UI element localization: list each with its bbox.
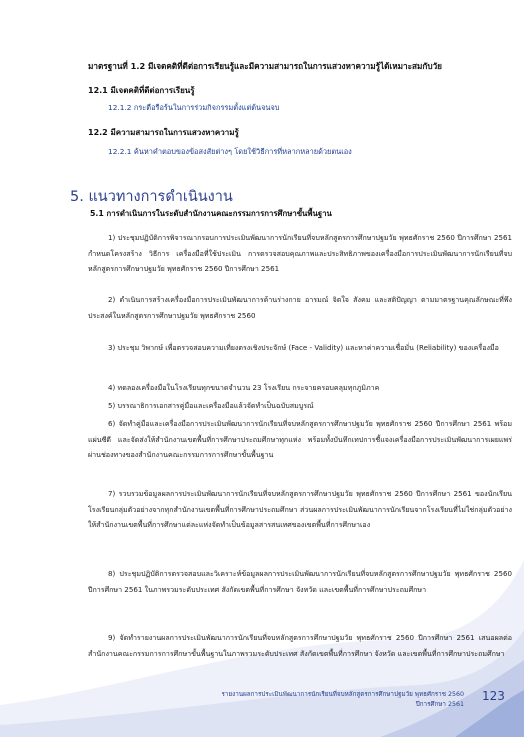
footer-line-1: รายงานผลการประเมินพัฒนาการนักเรียนที่จบหลักสูตรการศึกษาปฐมวัย พุทธศักราช 2560 (221, 691, 464, 698)
paragraph-6: 6) จัดทำคู่มือและเครื่องมือการประเมินพัฒนาการนักเรียนที่จบหลักสูตรการศึกษาปฐมวัย พุทธศักราช 2560 ปีการศึกษา 2561 พร้อมแผ่นซีดี และจัดส่งให้สำนักงานเขตพื้นที่การศึกษาประถมศึกษาทุกแห่ง พร้อมทั้งบันทึกเทปการชี้แจงเครื่องมือการประเมินพัฒนาการเผยแพร่ผ่านช่องทางของสำนักงานคณะกรรมการการศึกษาขั้นพื้นฐาน (88, 419, 512, 460)
indicator-item-12-1-2: 12.1.2 กระตือรือร้นในการร่วมกิจกรรมตั้งแต่ต้นจนจบ (108, 103, 280, 112)
paragraph-5: 5) บรรณาธิการเอกสารคู่มือและเครื่องมือแล้วจัดทำเป็นฉบับสมบูรณ์ (108, 401, 314, 410)
subsection-heading: 5.1 การดำเนินการในระดับสำนักงานคณะกรรมการการศึกษาขั้นพื้นฐาน (90, 209, 332, 218)
paragraph-3: 3) ประชุม วิพากษ์ เพื่อตรวจสอบความเที่ยงตรงเชิงประจักษ์ (Face - Validity) และหาค่าความเชื่อมั่น (Reliability) ของเครื่องมือ (108, 343, 499, 352)
paragraph-1: 1) ประชุมปฏิบัติการพิจารณากรอบการประเมินพัฒนาการนักเรียนที่จบหลักสูตรการศึกษาปฐมวัย พุทธศักราช 2560 ปีการศึกษา 2561 กำหนดโครงสร้าง วิธีการ เครื่องมือที่ใช้ประเมิน การตรวจสอบคุณภาพและประสิทธิภาพของเครื่องมือการประเมินพัฒนาการนักเรียนที่จบหลักสูตรการศึกษาปฐมวัย พุทธศักราช 2560 ปีการศึกษา 2561 (88, 233, 512, 274)
standard-title: มาตรฐานที่ 1.2 มีเจตคติที่ดีต่อการเรียนรู้และมีความสามารถในการแสวงหาความรู้ได้เหมาะสมกับวัย (88, 61, 442, 71)
paragraph-4: 4) ทดลองเครื่องมือในโรงเรียนทุกขนาดจำนวน 23 โรงเรียน กระจายครอบคลุมทุกภูมิภาค (108, 383, 380, 392)
paragraph-8: 8) ประชุมปฏิบัติการตรวจสอบและวิเคราะห์ข้อมูลผลการประเมินพัฒนาการนักเรียนที่จบหลักสูตรการศึกษาปฐมวัย พุทธศักราช 2560 ปีการศึกษา 2561 ในภาพรวมระดับประเทศ สังกัดเขตพื้นที่การศึกษา จังหวัด และเขตพื้นที่การศึกษาประถมศึกษา (88, 569, 512, 594)
indicator-heading-12-1: 12.1 มีเจตคติที่ดีต่อการเรียนรู้ (88, 86, 195, 95)
page-number: 123 (482, 689, 505, 703)
indicator-heading-12-2: 12.2 มีความสามารถในการแสวงหาความรู้ (88, 128, 239, 137)
footer-line-2: ปีการศึกษา 2561 (415, 701, 464, 708)
paragraph-7: 7) รวบรวมข้อมูลผลการประเมินพัฒนาการนักเรียนที่จบหลักสูตรการศึกษาปฐมวัย พุทธศักราช 2560 ปีการศึกษา 2561 ของนักเรียนโรงเรียนกลุ่มตัวอย่างจากทุกสำนักงานเขตพื้นที่การศึกษาประถมศึกษา ส่วนผลการประเมินพัฒนาการนักเรียนจากโรงเรียนที่ไม่ใช่กลุ่มตัวอย่างให้สำนักงานเขตพื้นที่การศึกษาแต่ละแห่งจัดทำเป็นข้อมูลสารสนเทศของเขตพื้นที่การศึกษาเอง (88, 489, 512, 530)
indicator-item-12-2-1: 12.2.1 ค้นหาคำตอบของข้อสงสัยต่างๆ โดยใช้วิธีการที่หลากหลายด้วยตนเอง (108, 147, 352, 156)
paragraph-9: 9) จัดทำรายงานผลการประเมินพัฒนาการนักเรียนที่จบหลักสูตรการศึกษาปฐมวัย พุทธศักราช 2560 ปีการศึกษา 2561 เสนอผลต่อสำนักงานคณะกรรมการการศึกษาขั้นพื้นฐานในภาพรวมระดับประเทศ สังกัดเขตพื้นที่การศึกษา จังหวัด และเขตพื้นที่การศึกษาประถมศึกษา (88, 633, 512, 658)
footer-caption (144, 690, 464, 710)
paragraph-2: 2) ดำเนินการสร้างเครื่องมือการประเมินพัฒนาการด้านร่างกาย อารมณ์ จิตใจ สังคม และสติปัญญา ตามมาตรฐานคุณลักษณะที่พึงประสงค์ในหลักสูตรการศึกษาปฐมวัย พุทธศักราช 2560 (88, 295, 512, 320)
section-heading: 5. แนวทางการดำเนินงาน (70, 189, 233, 205)
